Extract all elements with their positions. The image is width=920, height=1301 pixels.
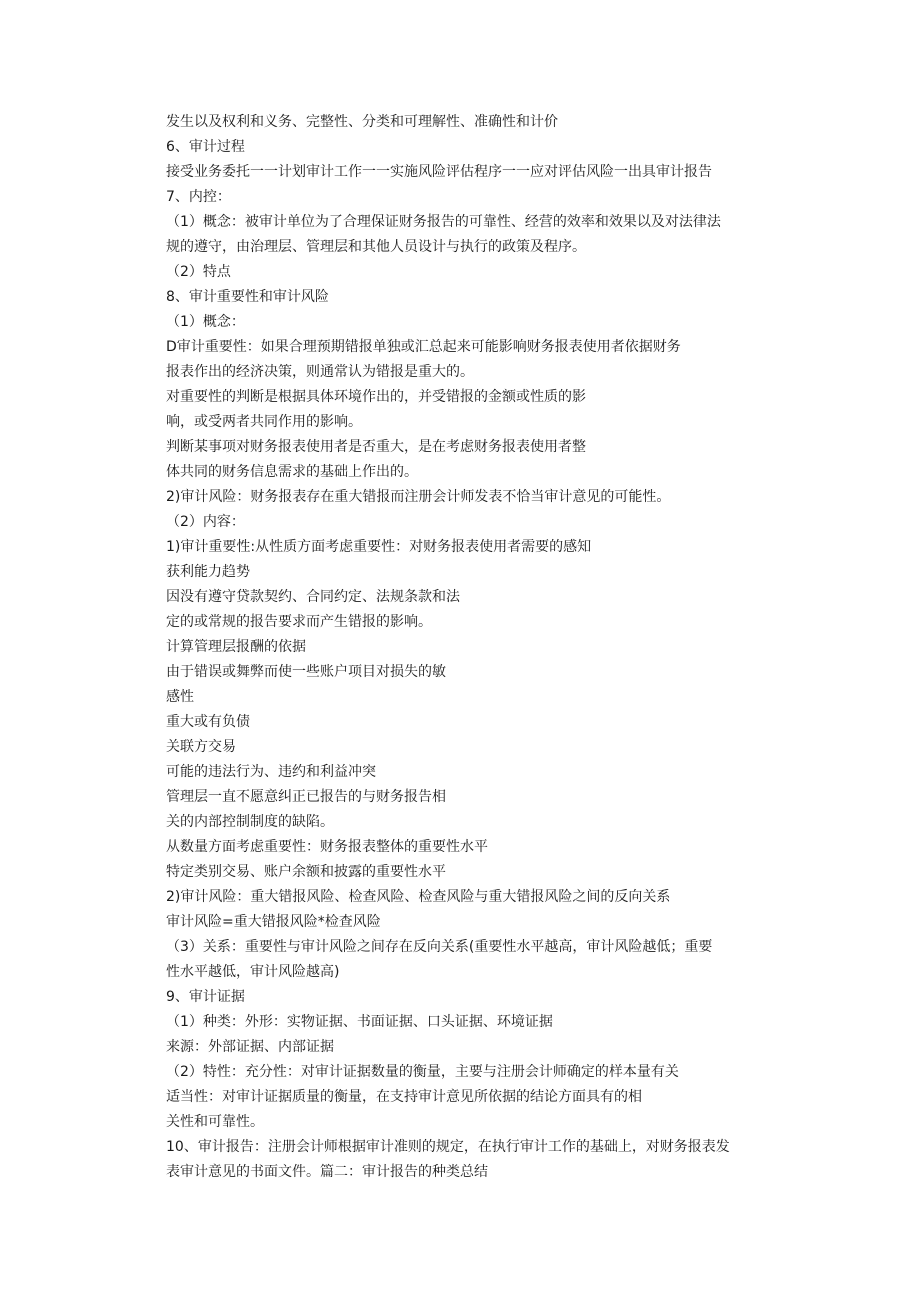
text-line: 9、审计证据 bbox=[166, 989, 245, 1005]
text-line: 表审计意见的书面文件。篇二：审计报告的种类总结 bbox=[166, 1164, 488, 1180]
text-line: 管理层一直不愿意纠正已报告的与财务报告相 bbox=[166, 789, 446, 805]
text-line: D审计重要性：如果合理预期错报单独或汇总起来可能影响财务报表使用者依据财务 bbox=[166, 339, 681, 355]
text-line: 2)审计风险：重大错报风险、检查风险、检查风险与重大错报风险之间的反向关系 bbox=[166, 889, 671, 905]
text-line: 来源：外部证据、内部证据 bbox=[166, 1039, 334, 1055]
text-line: 规的遵守，由治理层、管理层和其他人员设计与执行的政策及程序。 bbox=[166, 239, 586, 255]
text-line: 对重要性的判断是根据具体环境作出的，并受错报的金额或性质的影 bbox=[166, 389, 586, 405]
text-line: （3）关系：重要性与审计风险之间存在反向关系(重要性水平越高，审计风险越低；重要 bbox=[166, 939, 713, 955]
text-line: 7、内控： bbox=[166, 189, 231, 205]
text-line: 定的或常规的报告要求而产生错报的影响。 bbox=[166, 614, 432, 630]
text-line: 判断某事项对财务报表使用者是否重大，是在考虑财务报表使用者整 bbox=[166, 439, 586, 455]
text-line: 因没有遵守贷款契约、合同约定、法规条款和法 bbox=[166, 589, 460, 605]
text-line: 特定类别交易、账户余额和披露的重要性水平 bbox=[166, 864, 446, 880]
text-line: （1）概念：被审计单位为了合理保证财务报告的可靠性、经营的效率和效果以及对法律法 bbox=[166, 214, 721, 230]
text-line: 感性 bbox=[166, 689, 194, 705]
text-line: 报表作出的经济决策，则通常认为错报是重大的。 bbox=[166, 364, 474, 380]
document-body bbox=[166, 110, 806, 1185]
text-line: 6、审计过程 bbox=[166, 139, 245, 155]
text-line: （1）种类：外形：实物证据、书面证据、口头证据、环境证据 bbox=[166, 1014, 553, 1030]
text-line: 重大或有负债 bbox=[166, 714, 250, 730]
text-line: 1)审计重要性:从性质方面考虑重要性：对财务报表使用者需要的感知 bbox=[166, 539, 592, 555]
text-line: 可能的违法行为、违约和利益冲突 bbox=[166, 764, 376, 780]
text-line: 关的内部控制制度的缺陷。 bbox=[166, 814, 334, 830]
text-line: （2）内容： bbox=[166, 514, 245, 530]
text-line: 体共同的财务信息需求的基础上作出的。 bbox=[166, 464, 418, 480]
text-line: 发生以及权利和义务、完整性、分类和可理解性、准确性和计价 bbox=[166, 114, 558, 130]
text-line: 从数量方面考虑重要性：财务报表整体的重要性水平 bbox=[166, 839, 488, 855]
text-line: 适当性：对审计证据质量的衡量，在支持审计意见所依据的结论方面具有的相 bbox=[166, 1089, 642, 1105]
text-line: 响，或受两者共同作用的影响。 bbox=[166, 414, 362, 430]
text-line: 性水平越低，审计风险越高) bbox=[166, 964, 340, 980]
text-line: （2）特性：充分性：对审计证据数量的衡量，主要与注册会计师确定的样本量有关 bbox=[166, 1064, 679, 1080]
text-line: 10、审计报告：注册会计师根据审计准则的规定，在执行审计工作的基础上，对财务报表发 bbox=[166, 1139, 730, 1155]
text-line: 接受业务委托一一计划审计工作一一实施风险评估程序一一应对评估风险一出具审计报告 bbox=[166, 164, 712, 180]
text-line: 关联方交易 bbox=[166, 739, 236, 755]
text-line: 由于错误或舞弊而使一些账户项目对损失的敏 bbox=[166, 664, 446, 680]
text-line: （1）概念： bbox=[166, 314, 245, 330]
text-line: （2）特点 bbox=[166, 264, 231, 280]
text-line: 获利能力趋势 bbox=[166, 564, 250, 580]
text-line: 8、审计重要性和审计风险 bbox=[166, 289, 329, 305]
text-line: 关性和可靠性。 bbox=[166, 1114, 264, 1130]
text-line: 计算管理层报酬的依据 bbox=[166, 639, 306, 655]
text-line: 审计风险=重大错报风险*检查风险 bbox=[166, 914, 381, 930]
text-line: 2)审计风险：财务报表存在重大错报而注册会计师发表不恰当审计意见的可能性。 bbox=[166, 489, 671, 505]
